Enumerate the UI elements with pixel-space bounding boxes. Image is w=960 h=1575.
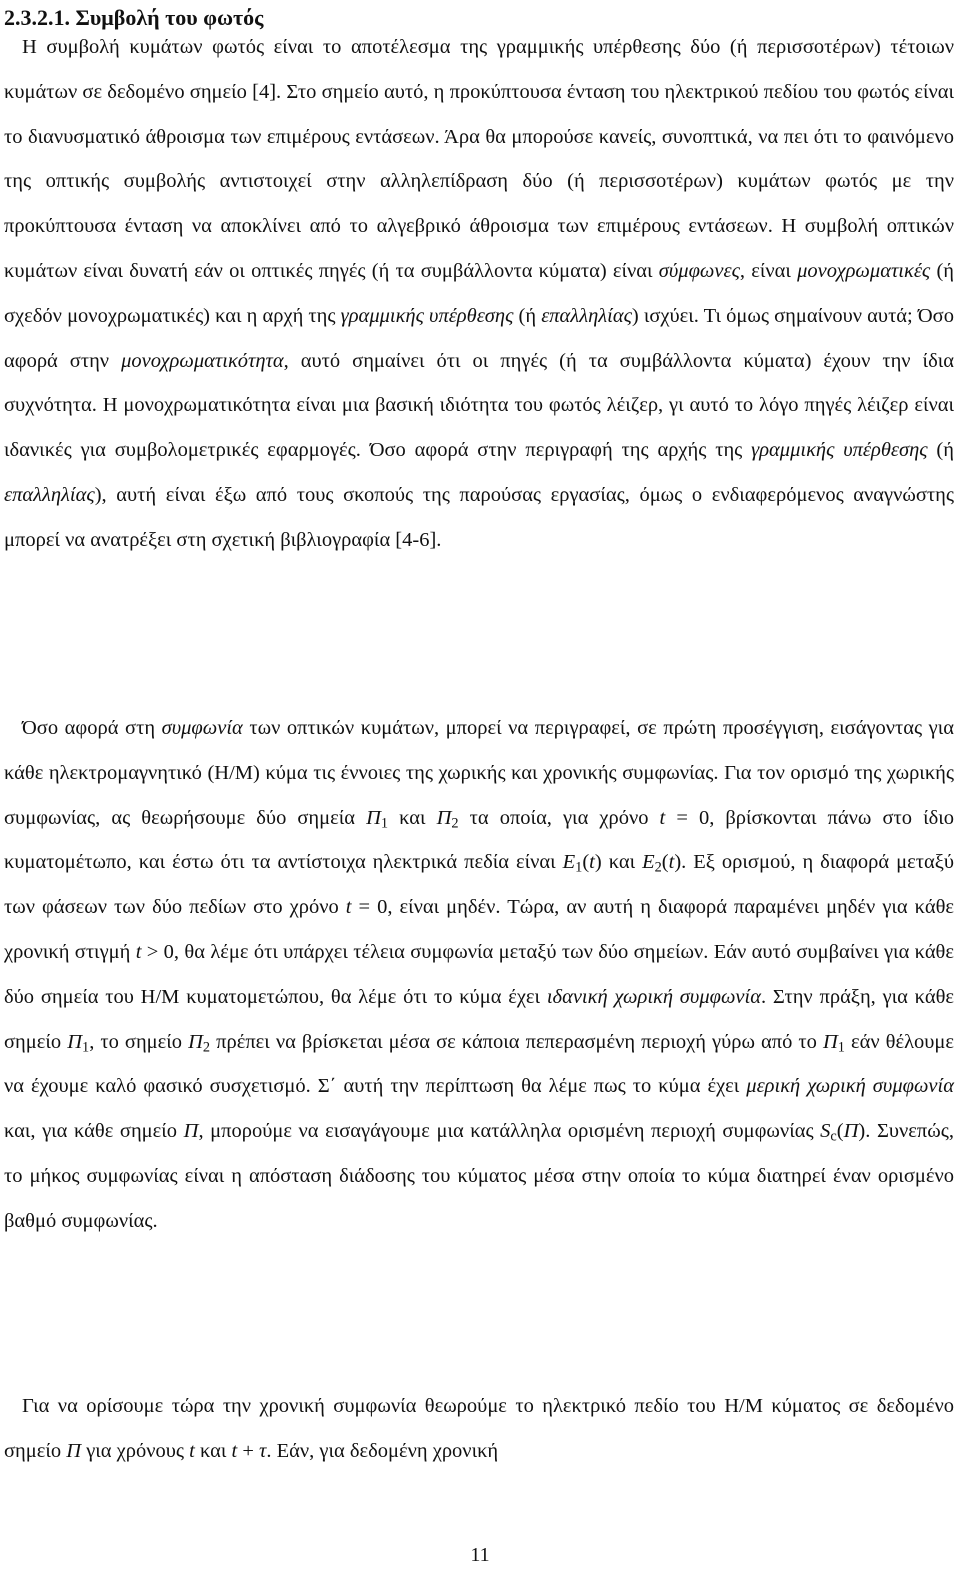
math-symbol: Π xyxy=(436,806,452,829)
text-run: ( xyxy=(661,851,669,874)
math-symbol: t xyxy=(659,806,666,829)
italic-term: ιδανική χωρική συμφωνία xyxy=(546,985,761,1008)
text-run: . Στην πράξη, για κάθε σημείο xyxy=(4,985,954,1053)
text-run: πρέπει να βρίσκεται μέσα σε κάποια πεπερασμένη περιοχή γύρω από το xyxy=(210,1030,823,1053)
math-symbol: Π xyxy=(366,806,381,829)
text-run: (ή σχεδόν μονοχρωματικές) και η αρχή της xyxy=(4,259,954,327)
math-symbol: Π xyxy=(66,1439,82,1462)
italic-term: σύμφωνες xyxy=(658,259,740,282)
math-symbol: E xyxy=(642,851,655,874)
text-run: ( xyxy=(836,1120,844,1143)
math-symbol: t xyxy=(589,851,595,874)
text-run: ), αυτή είναι έξω από τους σκοπούς της παρούσας εργασίας, όμως ο ενδιαφερόμενος αναγνώστης μπορεί να ανατρέξει στη σχετική βιβλιογραφία [4-6]. xyxy=(4,483,954,551)
section-heading: 2.3.2.1. Συμβολή του φωτός xyxy=(4,5,264,30)
math-symbol: Π xyxy=(188,1030,203,1053)
subscript: 1 xyxy=(380,815,389,832)
italic-term: γραμμικής υπέρθεσης xyxy=(340,304,514,327)
text-run: ) και xyxy=(594,851,643,874)
text-run: και xyxy=(388,806,437,829)
body-paragraph xyxy=(4,1384,954,1474)
subscript: 1 xyxy=(837,1039,845,1056)
text-run: , το σημείο xyxy=(89,1030,189,1053)
math-symbol: t xyxy=(345,896,352,919)
subscript: 2 xyxy=(451,815,459,832)
page-number: 11 xyxy=(470,1544,490,1566)
math-symbol: t xyxy=(135,940,142,963)
italic-term: μονοχρωματικές xyxy=(797,259,931,282)
text-run: , είναι xyxy=(739,259,798,282)
text-run: > 0, θα λέμε ότι υπάρχει τέλεια συμφωνία μεταξύ των δύο σημείων. Εάν αυτό συμβαίνει για κάθε δύο σημεία του Η/Μ κυματομετώπου, θα λέμε ότι το κύμα έχει xyxy=(4,940,954,1008)
text-run: εάν θέλουμε να έχουμε καλό φασικό συσχετισμό. Σ΄ αυτή την περίπτωση θα λέμε πως το κύμα έχει xyxy=(4,1030,955,1098)
italic-term: συμφωνία xyxy=(161,717,243,739)
text-run: ). Συνεπώς, το μήκος συμφωνίας είναι η απόσταση διάδοσης του κύματος μέσα στην οποία το κύμα διατηρεί έναν ορισμένο βαθμό συμφωνίας. xyxy=(4,1120,954,1232)
text-run: των οπτικών κυμάτων, μπορεί να περιγραφεί, σε πρώτη προσέγγιση, εισάγοντας για κάθε ηλεκτρομαγνητικό (Η/Μ) κύμα τις έννοιες της χωρικής και χρονικής συμφωνίας. Για τον ορισμό της χωρικής συμφωνίας, ας θεωρήσουμε δύο σημεία xyxy=(4,717,954,829)
math-symbol: Π xyxy=(843,1120,859,1143)
math-symbol: t xyxy=(231,1439,238,1462)
math-symbol: t xyxy=(189,1439,195,1462)
text-run: και, για κάθε σημείο xyxy=(4,1120,184,1143)
italic-term: μερική χωρική συμφωνία xyxy=(746,1075,954,1098)
subscript: 2 xyxy=(654,859,662,876)
text-run: ) ισχύει. Τι όμως σημαίνουν αυτά; Όσο αφορά στην xyxy=(4,304,954,372)
math-symbol: τ xyxy=(259,1439,267,1462)
text-run: για χρόνους xyxy=(81,1439,190,1462)
text-run: Η συμβολή κυμάτων φωτός είναι το αποτέλεσμα της γραμμικής υπέρθεσης δύο (ή περισσοτέρων) τέτοιων κυμάτων σε δεδομένο σημείο [4]. Στο σημείο αυτό, η προκύπτουσα ένταση του ηλεκτρικού πεδίου του φωτός είναι το διανυσματικό άθροισμα των επιμέρους εντάσεων. Άρα θα μπορούσε κανείς, συνοπτικά, να πει ότι το φαινόμενο της οπτικής συμβολής αντιστοιχεί στην αλληλεπίδραση δύο (ή περισσοτέρων) κυμάτων φωτός με την προκύπτουσα ένταση να αποκλίνει από το αλγεβρικό άθροισμα των επιμέρους εντάσεων. Η συμβολή οπτικών κυμάτων είναι δυνατή εάν οι οπτικές πηγές (ή τα συμβάλλοντα κύματα) είναι xyxy=(4,36,954,282)
italic-term: μονοχρωματικότητα xyxy=(121,349,284,372)
italic-term: γραμμικής υπέρθεσης xyxy=(751,439,928,462)
body-paragraph xyxy=(4,25,954,563)
text-run: Όσο αφορά στη xyxy=(22,717,162,739)
math-symbol: S xyxy=(820,1120,831,1143)
italic-term: επαλληλίας xyxy=(541,304,632,327)
subscript: 1 xyxy=(82,1039,90,1056)
text-run: Για να ορίσουμε τώρα την χρονική συμφωνία θεωρούμε το ηλεκτρικό πεδίο του Η/Μ κύματος σε δεδομένο σημείο xyxy=(4,1395,954,1462)
text-run: , αυτό σημαίνει ότι οι πηγές (ή τα συμβάλλοντα κύματα) έχουν την ίδια συχνότητα. Η μονοχρωματικότητα είναι μια βασική ιδιότητα του φωτός λέιζερ, γι αυτό το λόγο πηγές λέιζερ είναι ιδανικές για συμβολομετρικές εφαρμογές. Όσο αφορά στην περιγραφή της αρχής της xyxy=(4,349,954,462)
italic-term: επαλληλίας xyxy=(4,483,95,506)
math-symbol: Π xyxy=(183,1120,199,1143)
body-paragraph xyxy=(4,706,954,1244)
text-run: (ή xyxy=(513,304,542,327)
text-run: . Εάν, για δεδομένη χρονική xyxy=(266,1439,499,1462)
math-symbol: t xyxy=(668,851,675,874)
subscript: 1 xyxy=(575,859,583,876)
math-symbol: Π xyxy=(822,1030,838,1053)
text-run: ( xyxy=(582,851,590,874)
text-run: = 0, βρίσκονται πάνω στο ίδιο κυματομέτωπο, και έστω ότι τα αντίστοιχα ηλεκτρικά πεδία είναι xyxy=(4,806,955,874)
text-run: (ή xyxy=(927,439,954,462)
subscript: c xyxy=(830,1128,837,1145)
text-run: = 0, είναι μηδέν. Τώρα, αν αυτή η διαφορά παραμένει μηδέν για κάθε χρονική στιγμή xyxy=(4,896,954,963)
math-symbol: Π xyxy=(67,1030,83,1053)
text-run: ). Εξ ορισμού, η διαφορά μεταξύ των φάσεων των δύο πεδίων στο χρόνο xyxy=(4,851,955,919)
text-run: και xyxy=(194,1439,232,1462)
subscript: 2 xyxy=(202,1039,211,1056)
text-run: , μπορούμε να εισαγάγουμε μια κατάλληλα ορισμένη περιοχή συμφωνίας xyxy=(198,1120,821,1143)
text-run: + xyxy=(237,1439,260,1462)
math-symbol: E xyxy=(562,851,576,874)
text-run: τα οποία, για χρόνο xyxy=(458,806,660,829)
